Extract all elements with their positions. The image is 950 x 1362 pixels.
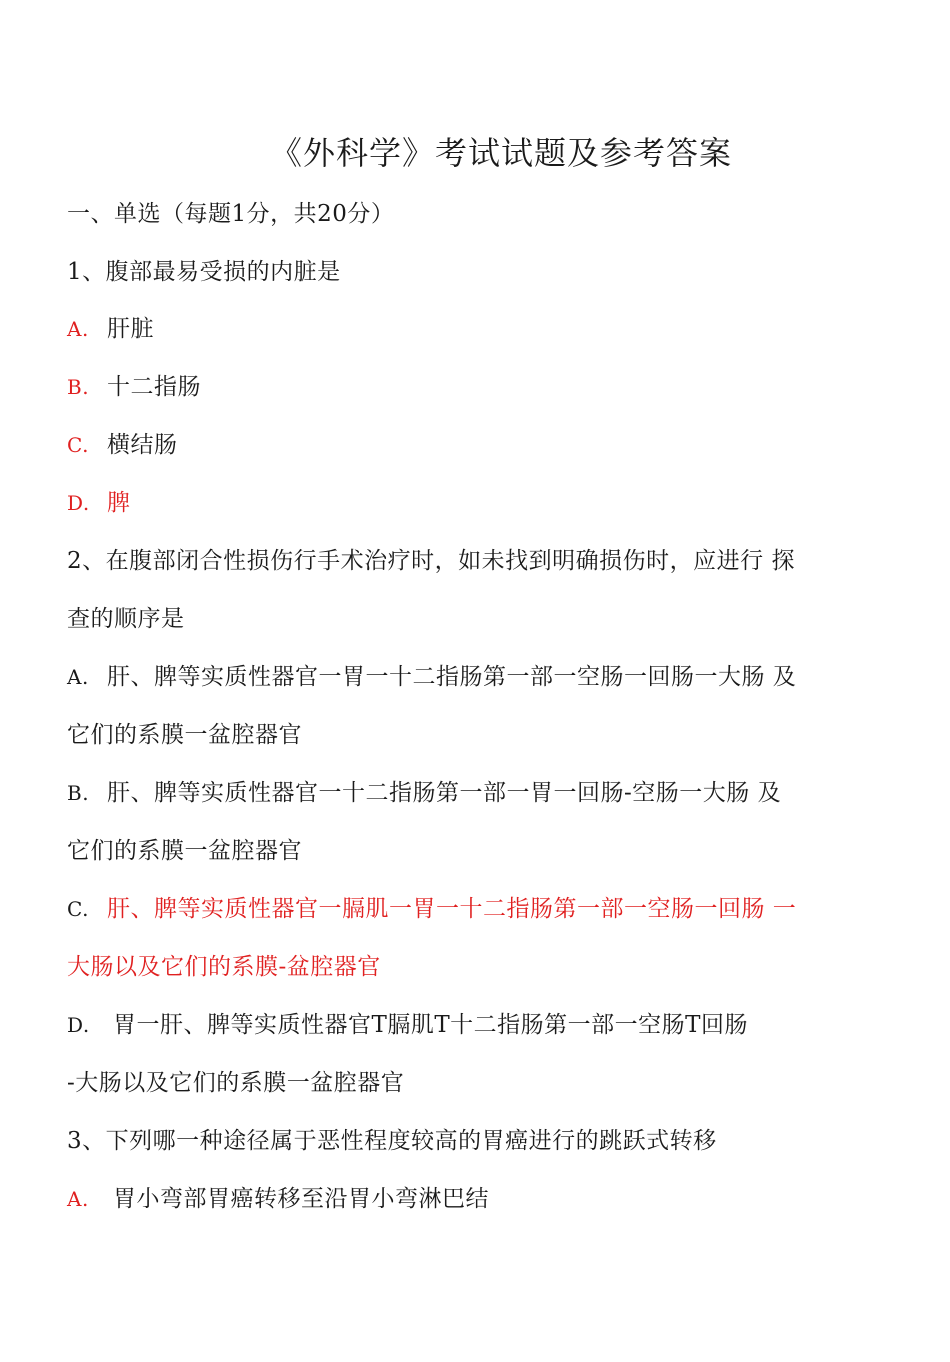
question-3-option-a xyxy=(67,1180,489,1213)
question-1-stem: 1、腹部最易受损的内脏是 xyxy=(67,259,341,285)
question-1-option-b xyxy=(67,368,201,401)
option-letter: D. xyxy=(67,1013,90,1037)
question-2-option-b-line-1 xyxy=(67,774,781,807)
question-1-option-d-answer xyxy=(67,484,131,517)
option-text: 胃一肝、脾等实质性器官T膈肌T十二指肠第一部一空肠T回肠 xyxy=(113,1012,749,1038)
question-3-stem: 3、下列哪一种途径属于恶性程度较高的胃癌进行的跳跃式转移 xyxy=(67,1128,717,1154)
question-2-option-a-line-2: 它们的系膜一盆腔器官 xyxy=(67,722,302,748)
option-text: 十二指肠 xyxy=(107,374,201,400)
question-2-stem-line-2: 查的顺序是 xyxy=(67,606,185,632)
question-2-option-d-line-2: -大肠以及它们的系膜一盆腔器官 xyxy=(67,1070,405,1096)
question-2-option-a-line-1 xyxy=(67,658,796,691)
option-text: 肝、脾等实质性器官一十二指肠第一部一胃一回肠-空肠一大肠 及 xyxy=(107,780,782,806)
option-letter: B. xyxy=(67,375,90,399)
question-1-option-a xyxy=(67,310,154,343)
section-heading: 一、单选（每题1分，共20分） xyxy=(67,201,395,227)
question-1-option-c xyxy=(67,426,178,459)
option-letter: A. xyxy=(67,317,89,341)
option-text: 肝、脾等实质性器官一膈肌一胃一十二指肠第一部一空肠一回肠 一 xyxy=(107,896,797,922)
option-text: 肝脏 xyxy=(107,316,154,342)
option-letter: A. xyxy=(67,665,89,689)
option-letter: C. xyxy=(67,897,89,921)
document-title: 《外科学》考试试题及参考答案 xyxy=(270,134,733,172)
question-2-option-d-line-1 xyxy=(67,1006,748,1039)
question-2-option-c-answer-line-2: 大肠以及它们的系膜-盆腔器官 xyxy=(67,954,381,980)
option-letter: D. xyxy=(67,491,90,515)
option-letter: C. xyxy=(67,433,89,457)
option-text: 胃小弯部胃癌转移至沿胃小弯淋巴结 xyxy=(113,1186,489,1212)
option-letter: A. xyxy=(67,1187,89,1211)
option-text: 脾 xyxy=(107,490,131,516)
question-2-stem-line-1: 2、在腹部闭合性损伤行手术治疗时，如未找到明确损伤时，应进行 探 xyxy=(67,548,795,574)
option-text: 肝、脾等实质性器官一胃一十二指肠第一部一空肠一回肠一大肠 及 xyxy=(107,664,797,690)
question-2-option-b-line-2: 它们的系膜一盆腔器官 xyxy=(67,838,302,864)
question-2-option-c-answer-line-1 xyxy=(67,890,796,923)
option-letter: B. xyxy=(67,781,90,805)
option-text: 横结肠 xyxy=(107,432,178,458)
